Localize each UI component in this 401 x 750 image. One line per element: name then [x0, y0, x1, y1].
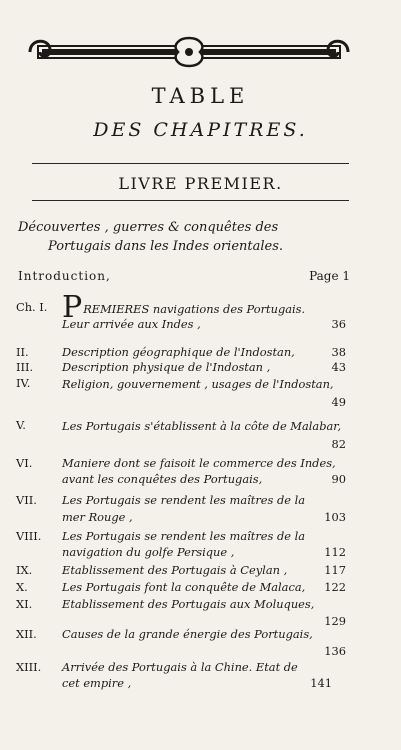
- chapter-page: 117: [324, 563, 346, 577]
- chapter-entry: [16, 493, 346, 527]
- chapter-title-line: Les Portugais se rendent les maîtres de la: [62, 529, 306, 543]
- chapter-title-line: Les Portugais se rendent les maîtres de la: [62, 493, 306, 507]
- introduction-entry: [18, 269, 350, 283]
- chapter-title-line: mer Rouge ,: [62, 510, 133, 524]
- chapter-entry: [16, 529, 346, 563]
- chapter-title-line: navigation du golfe Persique ,: [62, 545, 235, 559]
- chapter-number: II.: [16, 345, 29, 359]
- chapter-entry: [16, 456, 346, 490]
- chapter-entry: [16, 660, 346, 694]
- chapter-page: 38: [331, 345, 346, 359]
- chapter-page: 141: [310, 676, 332, 690]
- chapter-number: VII.: [16, 493, 37, 507]
- page-title: TABLE: [151, 84, 250, 108]
- chapter-title-line: avant les conquêtes des Portugais,: [62, 472, 263, 486]
- chapter-page: 90: [331, 472, 346, 486]
- chapter-number: VIII.: [16, 529, 42, 543]
- chapter-page: 43: [331, 360, 346, 374]
- chapter-page: 122: [324, 580, 346, 594]
- introduction-label: Introduction,: [18, 269, 111, 283]
- chapter-title-line: Description géographique de l'Indostan,: [62, 345, 295, 359]
- chapter-title-line: Les Portugais s'établissent à la côte de Malabar,: [62, 419, 342, 433]
- chapter-number: XIII.: [16, 660, 42, 674]
- introduction-page: Page 1: [309, 269, 350, 283]
- chapter-title-line: Etablissement des Portugais à Ceylan ,: [62, 563, 288, 577]
- book-heading: LIVRE PREMIER.: [118, 174, 283, 193]
- chapter-number: XI.: [16, 597, 33, 611]
- chapter-page: 136: [324, 644, 346, 658]
- chapter-title-line: Arrivée des Portugais à la Chine. Etat de: [62, 660, 298, 674]
- chapter-title-line: Causes de la grande énergie des Portugais,: [62, 627, 313, 641]
- chapter-number: IX.: [16, 563, 33, 577]
- chapter-entry: [16, 376, 346, 410]
- chapter-number: XII.: [16, 627, 37, 641]
- chapter-title-text: REMIERES navigations des Portugais.: [83, 302, 306, 316]
- book-subtitle-line-2: Portugais dans les Indes orientales.: [48, 239, 284, 254]
- chapter-page: 129: [324, 614, 346, 628]
- chapter-number: III.: [16, 360, 34, 374]
- chapter-title-line: Les Portugais font la conquête de Malaca,: [62, 580, 306, 594]
- chapter-page: 112: [324, 545, 346, 559]
- chapter-page: 36: [331, 317, 346, 331]
- chapter-page: 49: [331, 395, 346, 409]
- chapter-entry: [16, 418, 346, 452]
- chapter-page: 82: [331, 437, 346, 451]
- decorative-header-ornament-icon: [28, 36, 350, 68]
- chapter-number: VI.: [16, 456, 33, 470]
- chapter-title-line: Religion, gouvernement , usages de l'Indostan,: [62, 377, 334, 391]
- chapter-entry: [16, 627, 346, 661]
- chapter-number: IV.: [16, 376, 31, 390]
- chapter-entry: [16, 290, 346, 332]
- book-subtitle-line-1: Découvertes , guerres & conquêtes des: [18, 220, 279, 235]
- chapter-title-line: Maniere dont se faisoit le commerce des Indes,: [62, 456, 336, 470]
- chapter-title-line: Leur arrivée aux Indes ,: [62, 317, 201, 331]
- drop-cap: P: [62, 290, 83, 325]
- chapter-title-line: Description physique de l'Indostan ,: [62, 360, 271, 374]
- chapter-number: V.: [16, 418, 26, 432]
- page-subtitle: DES CHAPITRES.: [93, 119, 308, 141]
- chapter-number: X.: [16, 580, 28, 594]
- divider-top: [32, 163, 349, 164]
- chapter-page: 103: [324, 510, 346, 524]
- chapter-number: Ch. I.: [16, 300, 48, 314]
- chapter-entry: [16, 597, 346, 631]
- divider-bottom: [32, 200, 349, 201]
- chapter-title-line: Etablissement des Portugais aux Moluques,: [62, 597, 315, 611]
- chapter-title-line: cet empire ,: [62, 676, 132, 690]
